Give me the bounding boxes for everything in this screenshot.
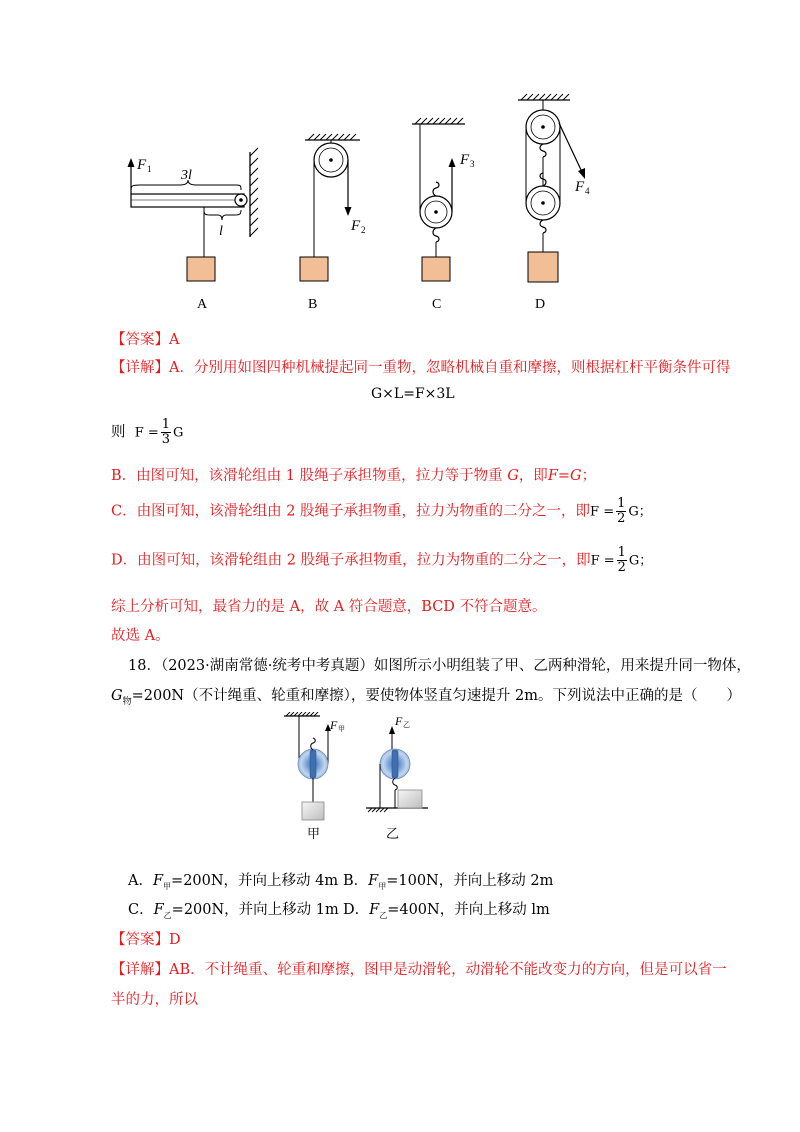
figure-label-jia: 甲 — [307, 826, 321, 840]
figure-pulleys-jia-yi — [280, 712, 450, 840]
detail-line-b: B．由图可知，该滑轮组由 1 股绳子承担物重，拉力等于物重 G，即F=G； — [111, 468, 597, 484]
figure-label-yi: 乙 — [386, 826, 400, 840]
force-f4-sub: 4 — [585, 186, 590, 196]
question-18-line-2: $G_物=200N$（不计绳重、轮重和摩擦），要使物体竖直匀速提升 2m。下列说法中正确的是（ ） — [111, 688, 741, 707]
pulley-yi — [366, 726, 428, 812]
question-18-line-1: 18．（2023·湖南常德·统考中考真题）如图所示小明组装了甲、乙两种滑轮，用来提升同一物体， — [128, 658, 751, 674]
answer-line-2: 【答案】D — [111, 932, 181, 948]
equation-lever-balance: G×L=F×3L — [371, 386, 455, 402]
force-f-yi-label: F — [395, 714, 403, 728]
force-f4-label: F — [575, 179, 585, 195]
option-c[interactable]: C．$F_乙=200N$，并向上移动 1m — [128, 902, 339, 920]
figure-label-a: A — [197, 297, 208, 312]
force-f-jia-sub: 甲 — [338, 725, 345, 733]
figure-b-fixed-pulley — [300, 134, 360, 281]
pulley-jia — [284, 712, 331, 820]
detail-choose: 故选 A。 — [111, 628, 170, 644]
detail-line-a: 【详解】A．分别用如图四种机械提起同一重物，忽略机械自重和摩擦，则根据杠杆平衡条件可得 — [111, 360, 731, 376]
detail-line-c: C．由图可知，该滑轮组由 2 股绳子承担物重，拉力为物重的二分之一，即F = $\frac{1}{2}$ G； — [111, 496, 652, 526]
figure-label-d: D — [535, 297, 546, 312]
option-d[interactable]: D．$F_乙=400N$，并向上移动 lm — [343, 902, 550, 920]
force-f3-sub: 3 — [470, 159, 475, 169]
force-f3-label: F — [460, 152, 470, 168]
equation-f-one-third: 则 F = $\frac{1}{3}$ G — [111, 417, 184, 447]
force-f2-label: F — [351, 218, 361, 234]
answer-line-1: 【答案】A — [111, 332, 180, 348]
figure-c-movable-pulley — [412, 118, 465, 281]
detail-2-line-2: 半的力，所以 — [111, 992, 198, 1008]
force-f1-sub: 1 — [147, 164, 152, 174]
length-l-label: l — [219, 224, 223, 239]
option-b[interactable]: B．$F_甲=100N$，并向上移动 2m — [343, 873, 554, 891]
force-f-jia-label: F — [330, 718, 338, 732]
detail-line-d: D．由图可知，该滑轮组由 2 股绳子承担物重，拉力为物重的二分之一，即F = $\frac{1}{2}$ G； — [111, 545, 653, 575]
figure-machines — [110, 90, 630, 320]
length-3l-label: 3l — [181, 168, 192, 183]
force-f2-sub: 2 — [361, 225, 366, 235]
force-f-yi-sub: 乙 — [403, 721, 410, 729]
detail-summary: 综上分析可知，最省力的是 A，故 A 符合题意，BCD 不符合题意。 — [111, 599, 547, 615]
figure-label-b: B — [308, 297, 318, 312]
figure-label-c: C — [432, 297, 442, 312]
force-f1-label: F — [137, 157, 147, 173]
detail-2-line-1: 【详解】AB．不计绳重、轮重和摩擦，图甲是动滑轮，动滑轮不能改变力的方向，但是可以省一 — [111, 962, 727, 978]
option-a[interactable]: A．$F_甲=200N$，并向上移动 4m — [128, 873, 339, 891]
